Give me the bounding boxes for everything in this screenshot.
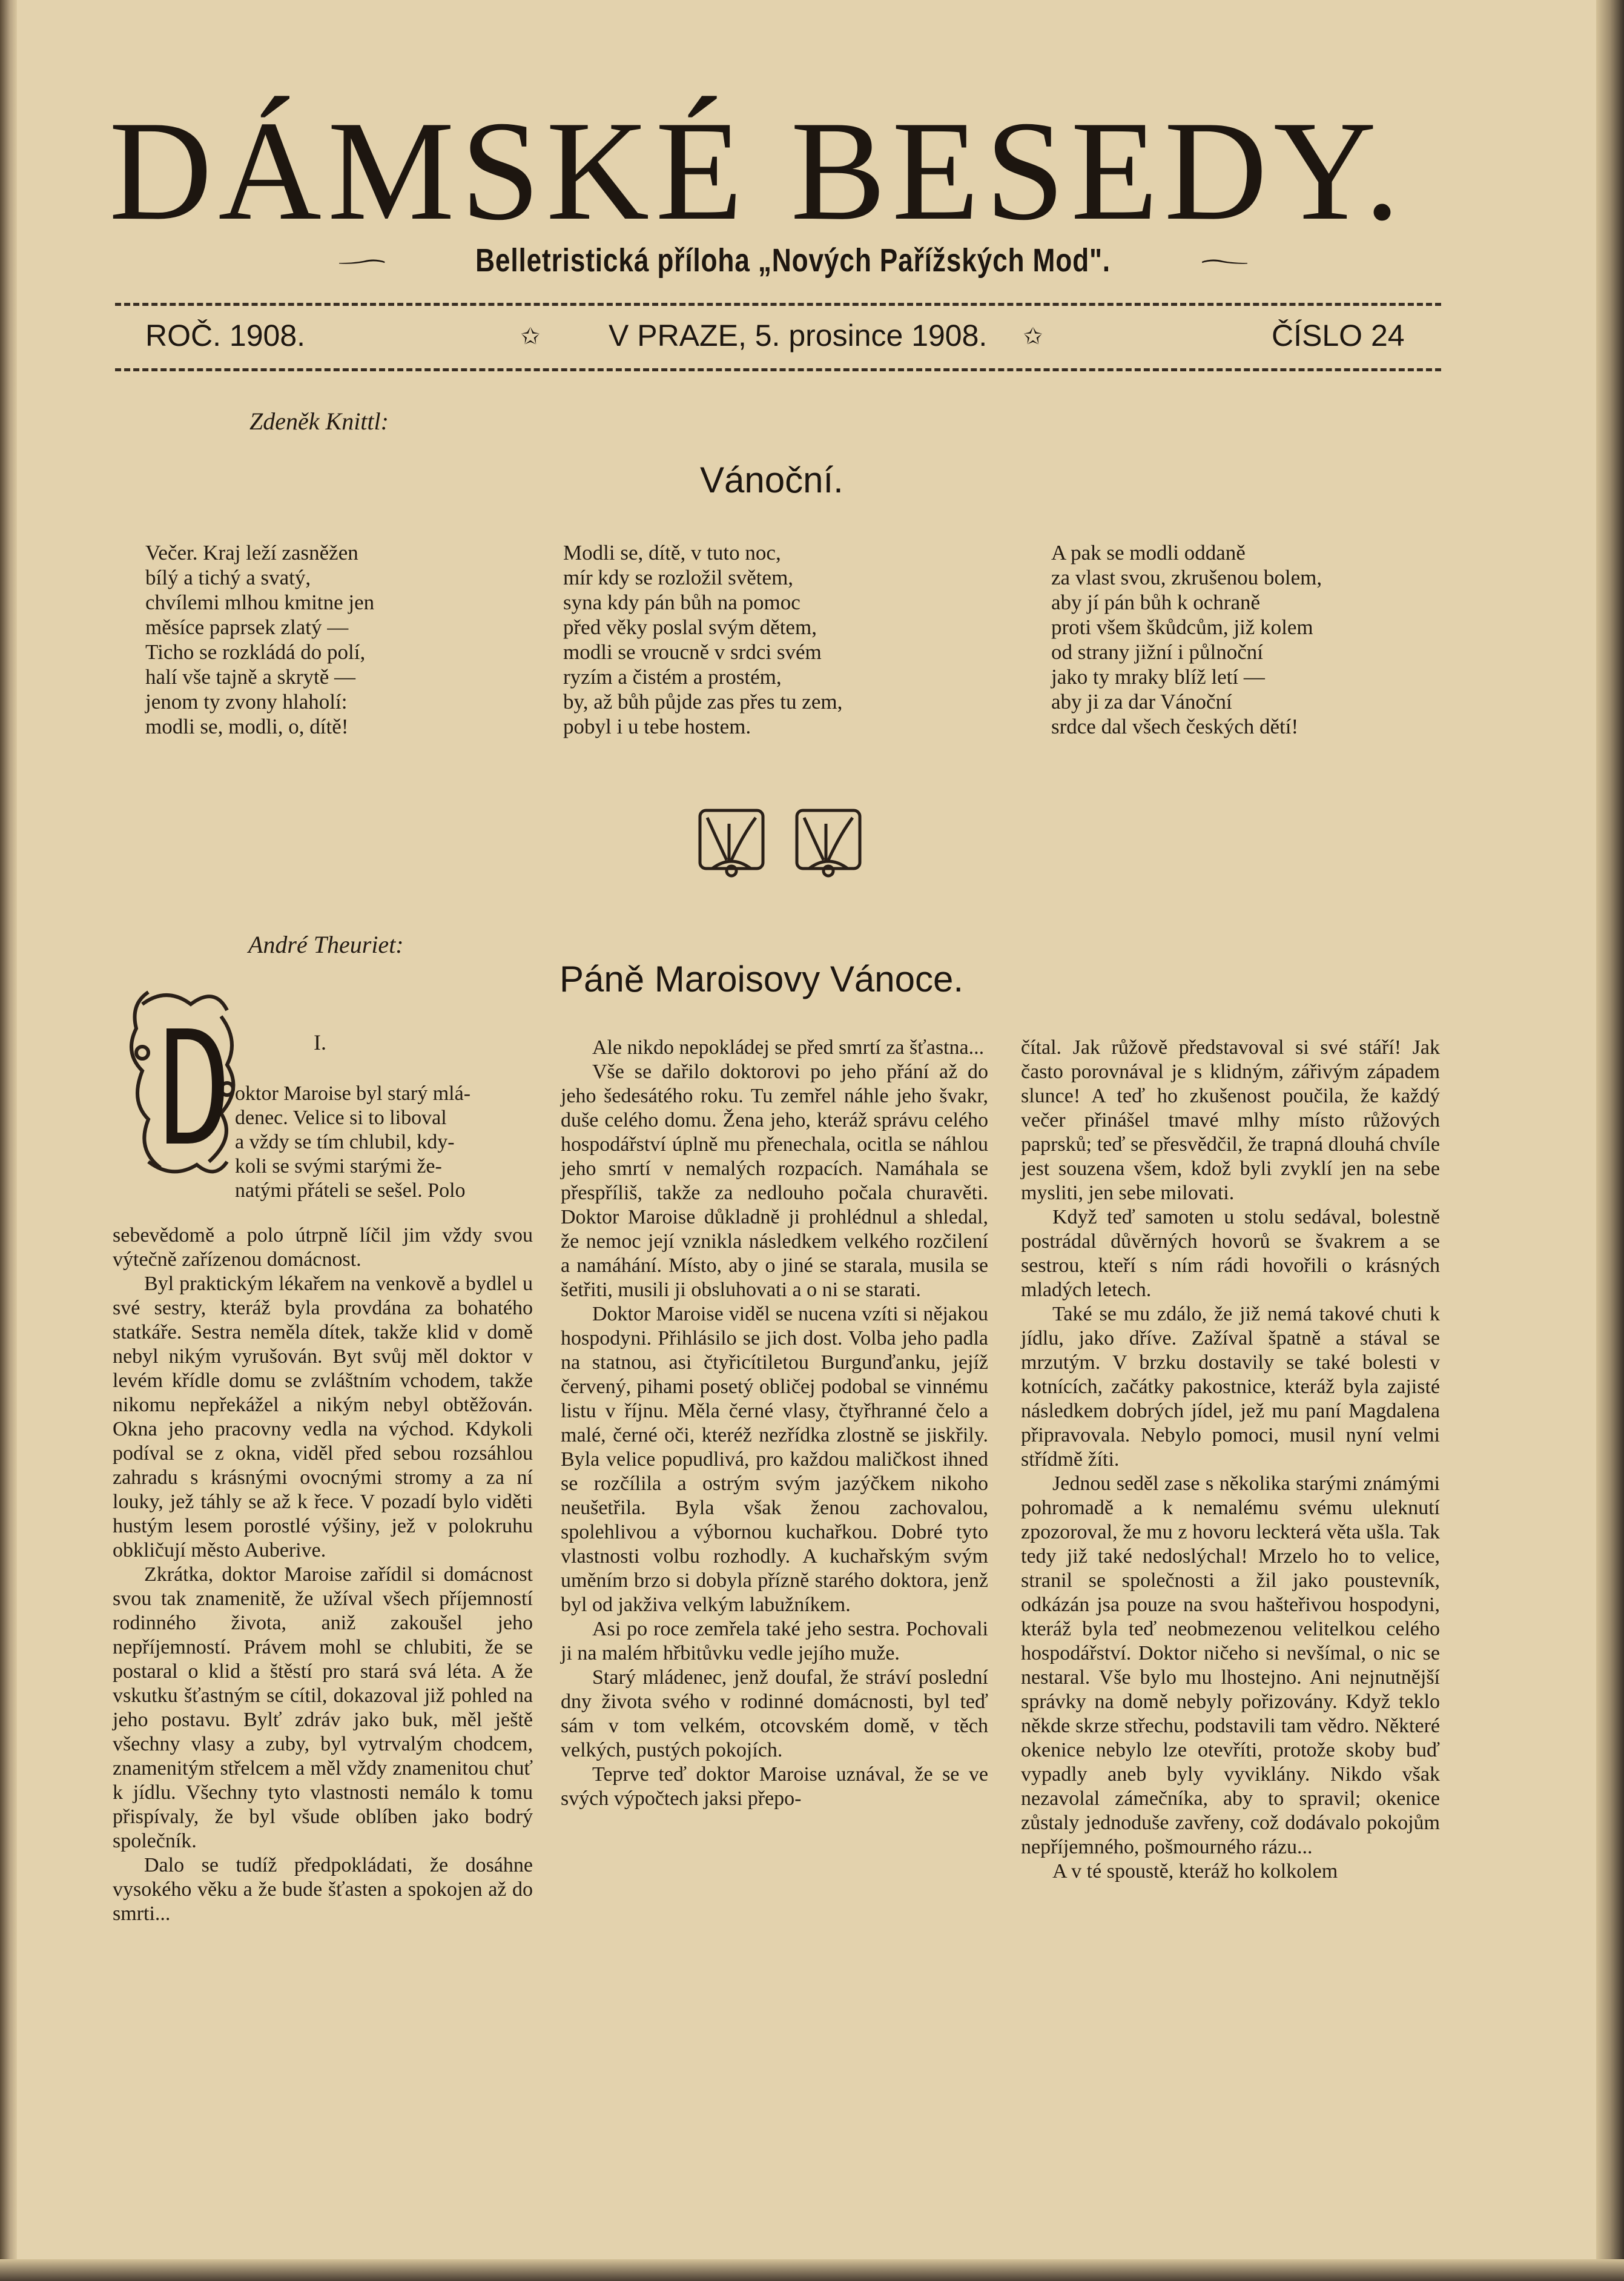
paragraph: A v té spoustě, kteráž ho kolkolem: [1052, 1860, 1338, 1882]
poem-line: jenom ty zvony hlaholí:: [145, 690, 348, 713]
paragraph: sebevědomě a polo útrpně líčil jim vždy svou výtečně zařízenou domácnost.: [113, 1224, 533, 1271]
masthead-title: DÁMSKÉ BESEDY.: [109, 92, 1406, 250]
paragraph: Ale nikdo nepokládej se před smrtí za šťastna...: [592, 1036, 985, 1059]
story-title: Páně Maroisovy Vánoce.: [559, 959, 964, 999]
subtitle-row: [339, 239, 1247, 282]
poem-line: modli se, modli, o, dítě!: [145, 715, 349, 738]
issue-line: [145, 318, 1417, 360]
poem-line: Večer. Kraj leží zasněžen: [145, 541, 358, 564]
paragraph: Doktor Maroise viděl se nucena vzíti si nějakou hospodyni. Přihlásilo se jich dost. Volba jeho padla na statnou, asi čtyřicítiletou Burgunďanku, jejíž červený, pihami posetý obličej podobal se vinnému listu v říjnu. Měla černé vlasy, čtyřhranné čelo a malé, černé oči, kteréž nezřídka zlostně se jiskřily. Byla velice popudlivá, pro každou maličkost ihned se rozčílila a ostrým svým jazýčkem nikoho neušetřila. Byla však ženou zachovalou, spolehlivou a výbornou kuchařkou. Dobré tyto vlastnosti volbu rozhodly. A kuchařským svým uměním brzo si dobyla přízně starého doktora, jenž byl od jakživa velkým labužníkem.: [561, 1303, 988, 1616]
paragraph: Byl praktickým lékařem na venkově a bydlel u své sestry, kteráž byla provdána za bohatého statkáře. Sestra neměla dítek, takže klid v domě nebyl nikým vyrušován. Byt svůj měl doktor v levém křídle domu se zvláštním vchodem, takže nikomu nepřekážel a nikým nebyl obtěžován. Okna jeho pracovny vedla na východ. Kdykoli podíval se z okna, viděl před sebou rozsáhlou zahradu s krásnými ovocnými stromy a za ní louky, jež táhly se až k řece. V pozadí bylo viděti hustým lesem porostlé výšiny, jež v polokruhu obkličují město Auberive.: [113, 1273, 533, 1561]
page-edge-left: [0, 0, 17, 2281]
drop-cap-letter-d-ornament: [124, 980, 245, 1186]
story-column-1: [113, 1223, 533, 1926]
intro-line: denec. Velice si to liboval: [235, 1107, 447, 1129]
story-column-2: [561, 1036, 988, 1811]
poem-line: halí vše tajně a skrytě —: [145, 665, 355, 689]
poem-line: aby ji za dar Vánoční: [1051, 690, 1232, 713]
page-edge-right: [1596, 0, 1624, 2281]
story-intro-lines: [235, 1082, 533, 1203]
story-author: André Theuriet:: [248, 931, 404, 958]
intro-line: koli se svými starými že-: [235, 1155, 442, 1177]
poem-line: A pak se modli oddaně: [1051, 541, 1246, 564]
poem-line: Modli se, dítě, v tuto noc,: [563, 541, 781, 564]
paragraph: Asi po roce zemřela také jeho sestra. Pochovali ji na malém hřbitůvku vedle jejího muže.: [561, 1618, 988, 1664]
page-edge-bottom: [0, 2259, 1624, 2281]
poem-line: aby jí pán bůh k ochraně: [1051, 591, 1261, 614]
issue-place-date: V PRAZE, 5. prosince 1908.: [609, 319, 988, 353]
poem-stanza-2: [563, 540, 842, 739]
story-column-3: [1021, 1036, 1440, 1884]
poem-line: pobyl i u tebe hostem.: [563, 715, 751, 738]
poem-stanza-3: [1051, 540, 1322, 739]
poem-line: ryzím a čistém a prostém,: [563, 665, 782, 689]
section-number: I.: [314, 1030, 326, 1054]
header-rule-top: [115, 303, 1441, 306]
issue-year: ROČ. 1908.: [145, 319, 306, 353]
poem-line: bílý a tichý a svatý,: [145, 566, 311, 589]
separator-star-icon: ✩: [521, 324, 540, 349]
separator-star-icon: ✩: [1023, 324, 1043, 349]
poem-line: proti všem škůdcům, již kolem: [1051, 615, 1313, 639]
poem-line: by, až bůh půjde zas přes tu zem,: [563, 690, 843, 713]
poem-line: syna kdy pán bůh na pomoc: [563, 591, 800, 614]
paragraph: Vše se dařilo doktorovi po jeho přání až do jeho šedesátého roku. Tu zemřel náhle jeho švakr, duše celého domu. Žena jeho, kteráž správu celého hospodářství úplně mu přenechala, ocitla se náhlou jeho smrtí v nemalých rozpacích. Namáhala se přespříliš, takže za nedlouho počala churavěti. Doktor Maroise důkladně ji prohlédnul a shledal, že nemoc její vznikla následkem velkého rozčilení a namáhání. Místo, aby o jiné se starala, musila se šetřiti, musili ji obsluhovati a o ni se starati.: [561, 1061, 988, 1301]
poem-line: srdce dal všech českých dětí!: [1051, 715, 1299, 738]
issue-number: ČÍSLO 24: [1272, 319, 1405, 353]
masthead-subtitle: Belletristická příloha „Nových Pařížských Mod".: [475, 242, 1111, 279]
swash-right-ornament: [1201, 254, 1247, 267]
paragraph: čítal. Jak růžově představoval si své stáří! Jak často porovnával je s klidným, zářivým západem slunce! A teď ho zkušenost poučila, že každý večer přinášel tmavé mlhy místo růžových paprsků; teď se přesvědčil, že trapná dlouhá chvíle jest souzena všem, kdož byli zvyklí jen na sebe mysliti, jen sebe milovati.: [1021, 1036, 1440, 1204]
poem-line: za vlast svou, zkrušenou bolem,: [1051, 566, 1322, 589]
poem-line: chvílemi mlhou kmitne jen: [145, 591, 375, 614]
poem-author: Zdeněk Knittl:: [249, 408, 389, 435]
poem-line: jako ty mraky blíž letí —: [1051, 665, 1265, 689]
intro-line: a vždy se tím chlubil, kdy-: [235, 1131, 455, 1153]
poem-line: Ticho se rozkládá do polí,: [145, 640, 366, 664]
paragraph: Zkrátka, doktor Maroise zařídil si domácnost svou tak znamenitě, že užíval všech příjemností rodinného života, aniž zakoušel jeho nepříjemností. Právem mohl se chlubiti, že se postaral o klid a štěstí pro stará svá léta. A že vskutku šťastným se cítil, dokazoval již pohled na jeho postavu. Bylť zdráv jako buk, měl ještě všechny vlasy a zuby, byl vytrvalým chodcem, znamenitým střelcem a měl vždy znamenitou chuť k jídlu. Všechny tyto vlastnosti nemálo k tomu přispívaly, že byl všude oblíben jako bodrý společník.: [113, 1563, 533, 1852]
poem-line: od strany jižní i půlnoční: [1051, 640, 1263, 664]
paragraph: Teprve teď doktor Maroise uznával, že se ve svých výpočtech jaksi přepo-: [561, 1763, 988, 1810]
swash-left-ornament: [339, 254, 385, 267]
paragraph: Jednou seděl zase s několika starými známými pohromadě a k nemalému svému uleknutí zpozoroval, že mu z hovoru leckterá věta ušla. Tak tedy již také nedoslýchal! Mrzelo ho to velice, stranil se společnosti a žil jako poustevník, odkázán jsa pouze na svou hašteřivou hospodyni, kteráž byla teď neobmezenou velitelkou celého hospodářství. Doktor ničeho si nevšímal, o nic se nestaral. Vše bylo mu lhostejno. Ani nejnutnější správky na domě nebyly pořizovány. Když teklo někde skrze střechu, podstavili tam vědro. Některé okenice nebylo lze otevříti, protože skoby buď vypadly aneb byly vyviklány. Nikdo však nezavolal zámečníka, aby to spravil; okenice zůstaly jednoduše zavřeny, což dodávalo pokojům nepříjemného, pošmourného rázu...: [1021, 1472, 1440, 1858]
paragraph: Když teď samoten u stolu sedával, bolestně postrádal důvěrných hovorů se švakrem a se sestrou, kteří s ním rádi hovořili o krásných mladých letech.: [1021, 1206, 1440, 1301]
poem-line: měsíce paprsek zlatý —: [145, 615, 349, 639]
paragraph: Dalo se tudíž předpokládati, že dosáhne vysokého věku a že bude šťasten a spokojen až do smrti...: [113, 1854, 533, 1925]
floral-ornament-icon: [694, 806, 866, 878]
intro-line: natými přáteli se sešel. Polo: [235, 1179, 466, 1202]
poem-line: mír kdy se rozložil světem,: [563, 566, 794, 589]
paragraph: Také se mu zdálo, že již nemá takové chuti k jídlu, jako dříve. Zažíval špatně a stával se mrzutým. V brzku dostavily se také bolesti v kotnících, začátky pakostnice, kteráž byla zajisté následkem dobrých jídel, jež mu paní Magdalena připravovala. Nebylo pomoci, musil nyní velmi střídmě žíti.: [1021, 1303, 1440, 1471]
paragraph: Starý mládenec, jenž doufal, že stráví poslední dny života svého v rodinné domácnosti, byl teď sám v tom velkém, otcovském domě, v těch velkých, pustých pokojích.: [561, 1666, 988, 1761]
poem-line: před věky poslal svým dětem,: [563, 615, 817, 639]
header-rule-bottom: [115, 368, 1441, 371]
poem-title: Vánoční.: [700, 460, 843, 500]
poem-line: modli se vroucně v srdci svém: [563, 640, 822, 664]
intro-line: oktor Maroise byl starý mlá-: [235, 1082, 471, 1105]
poem-stanza-1: [145, 540, 374, 739]
